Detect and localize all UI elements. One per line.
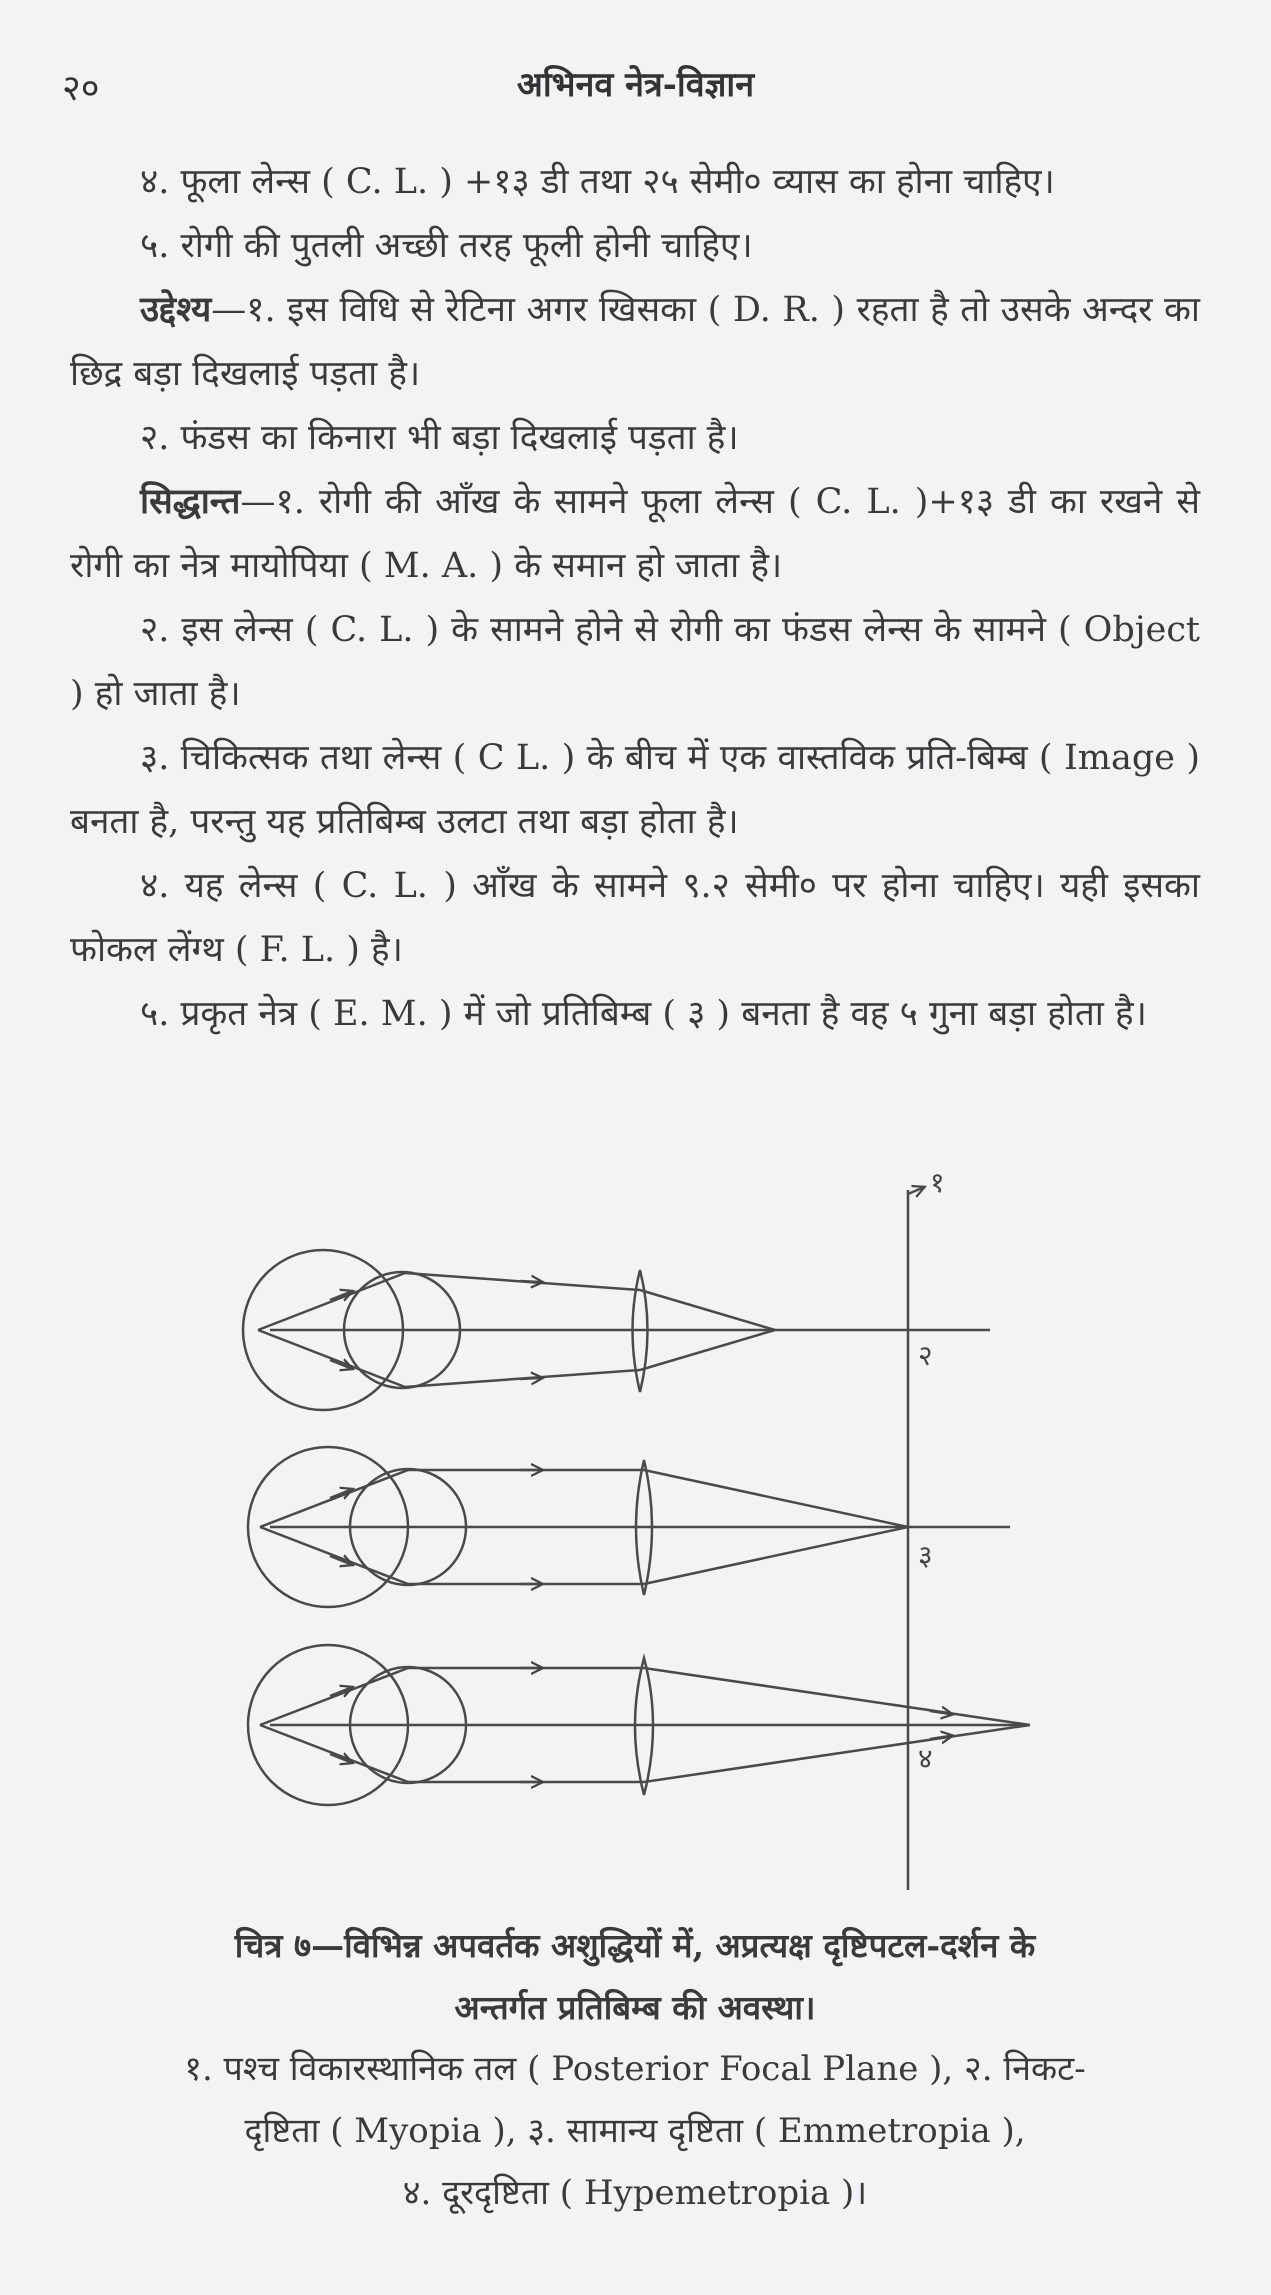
paragraph-pupil: ५. रोगी की पुतली अच्छी तरह फूली होनी चाहिए। bbox=[140, 226, 753, 266]
myopia-diagram bbox=[243, 1250, 990, 1410]
paragraph-purpose-1 bbox=[70, 278, 1200, 406]
paragraph-principle-3: ३. चिकित्सक तथा लेन्स ( C L. ) के बीच में एक वास्तविक प्रति-बिम्ब ( Image ) बनता है, परन्तु यह प्रतिबिम्ब उलटा तथा बड़ा होता है। bbox=[70, 738, 1200, 842]
figure-label-2: २ bbox=[918, 1339, 933, 1372]
paragraph-principle-4: ४. यह लेन्स ( C. L. ) आँख के सामने ९.२ सेमी० पर होना चाहिए। यही इसका फोकल लेंग्थ ( F. L. ) है। bbox=[70, 866, 1200, 970]
principle-text: —१. रोगी की आँख के सामने फूला लेन्स ( C. L. )+१३ डी का रखने से रोगी का नेत्र मायोपिया ( M. A. ) के समान हो जाता है। bbox=[70, 482, 1200, 586]
emmetropia-diagram bbox=[248, 1447, 1010, 1607]
paragraph-purpose-2: २. फंडस का किनारा भी बड़ा दिखलाई पड़ता है। bbox=[140, 418, 739, 458]
running-title: अभिनव नेत्र-विज्ञान bbox=[516, 65, 755, 105]
purpose-label: उद्देश्य bbox=[140, 289, 212, 330]
page-number: २० bbox=[62, 68, 100, 109]
caption-line-1: चित्र ७—विभिन्न अपवर्तक अशुद्धियों में, अप्रत्यक्ष दृष्टिपटल-दर्शन के bbox=[234, 1926, 1036, 1965]
figure-label-1: १ bbox=[930, 1170, 945, 1199]
body-text bbox=[70, 150, 1200, 1046]
paragraph-lens-spec: ४. फूला लेन्स ( C. L. ) +१३ डी तथा २५ सेमी० व्यास का होना चाहिए। bbox=[140, 162, 1055, 202]
figure-label-3: ३ bbox=[918, 1539, 933, 1572]
legend-line-1: १. पश्च विकारस्थानिक तल ( Posterior Focal Plane ), २. निकट- bbox=[184, 2049, 1086, 2089]
legend-line-2: दृष्टिता ( Myopia ), ३. सामान्य दृष्टिता ( Emmetropia ), bbox=[244, 2111, 1026, 2151]
caption-line-2: अन्तर्गत प्रतिबिम्ब की अवस्था। bbox=[454, 1988, 816, 2027]
hypermetropia-diagram bbox=[248, 1645, 1030, 1805]
principle-label: सिद्धान्त bbox=[140, 481, 241, 522]
paragraph-principle-1 bbox=[70, 470, 1200, 598]
paragraph-principle-2: २. इस लेन्स ( C. L. ) के सामने होने से रोगी का फंडस लेन्स के सामने ( Object ) हो जाता है। bbox=[70, 610, 1200, 714]
focal-plane-pointer bbox=[908, 1188, 922, 1194]
figure-legend bbox=[60, 2038, 1210, 2224]
figure-label-4: ४ bbox=[918, 1742, 933, 1775]
ray-diagram bbox=[230, 1170, 1060, 1900]
legend-line-3: ४. दूरदृष्टिता ( Hypemetropia )। bbox=[402, 2173, 868, 2213]
paragraph-principle-5: ५. प्रकृत नेत्र ( E. M. ) में जो प्रतिबिम्ब ( ३ ) बनता है वह ५ गुना बड़ा होता है। bbox=[140, 994, 1147, 1034]
ray-diagram-figure bbox=[230, 1170, 1060, 1900]
figure-caption bbox=[90, 1915, 1180, 2039]
purpose-text: —१. इस विधि से रेटिना अगर खिसका ( D. R. ) रहता है तो उसके अन्दर का छिद्र बड़ा दिखलाई पड़ता है। bbox=[70, 290, 1200, 394]
